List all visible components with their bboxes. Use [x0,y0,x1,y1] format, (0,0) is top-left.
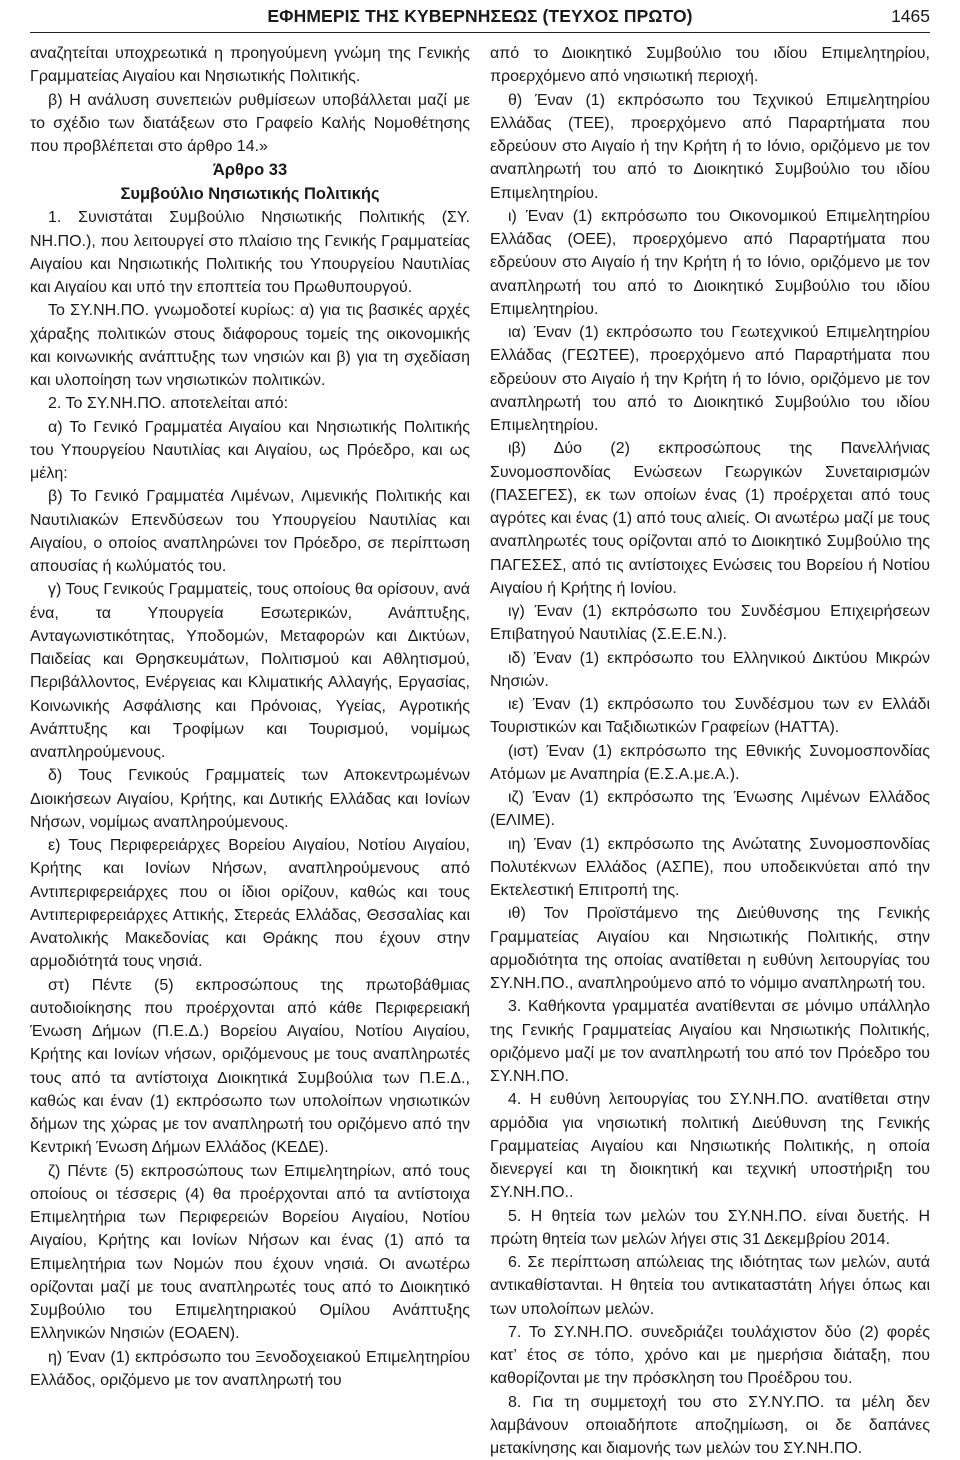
paragraph: ια) Έναν (1) εκπρόσωπο του Γεωτεχνικού Επιμελητηρίου Ελλάδας (ΓΕΩΤΕΕ), προερχόμενο από Παραρτήματα που εδρεύουν στο Αιγαίο ή την Κρήτη ή το Ιόνιο, οριζόμενο με τον αναπληρωτή του από το Διοικητικό Συμβούλιο του ιδίου Επιμελητηρίου. [490,321,930,437]
paragraph: ιδ) Έναν (1) εκπρόσωπο του Ελληνικού Δικτύου Μικρών Νησιών. [490,647,930,694]
right-column [490,42,930,1460]
page-header [30,4,930,33]
paragraph: 8. Για τη συμμετοχή του στο ΣΥ.ΝΥ.ΠΟ. τα μέλη δεν λαμβάνουν οποιαδήποτε αποζημίωση, οι δε δαπάνες μετακίνησης και διαμονής των μελών του ΣΥ.ΝΗ.ΠΟ. [490,1391,930,1460]
paragraph: 2. Το ΣΥ.ΝΗ.ΠΟ. αποτελείται από: [30,392,470,415]
paragraph: β) Το Γενικό Γραμματέα Λιμένων, Λιμενικής Πολιτικής και Ναυτιλιακών Επενδύσεων του Υπουργείου Ναυτιλίας και Αιγαίου, ο οποίος αναπληρώνει τον Πρόεδρο, σε περίπτωση απουσίας ή κωλύματός του. [30,485,470,578]
left-column [30,42,470,1392]
paragraph: ε) Τους Περιφερειάρχες Βορείου Αιγαίου, Νοτίου Αιγαίου, Κρήτης και Ιονίων Νήσων, αναπληρούμενους από Αντιπεριφερειάρχες που οι ίδιοι ορίζουν, καθώς και τους Αντιπεριφερειάρχες Αττικής, Στερεάς Ελλάδας, Θεσσαλίας και Ανατολικής Μακεδονίας και Θράκης που έχουν στην αρμοδιότητά τους νησιά. [30,834,470,974]
paragraph: ιθ) Τον Προϊστάμενο της Διεύθυνσης της Γενικής Γραμματείας Αιγαίου και Νησιωτικής Πολιτικής, στην αρμοδιότητα της οποίας ανατίθεται η ευθύνη λειτουργίας του ΣΥ.ΝΗ.ΠΟ., αναπληρούμενο από το νόμιμο αναπληρωτή του. [490,902,930,995]
article-title: Συμβούλιο Νησιωτικής Πολιτικής [30,182,470,206]
paragraph: ιη) Έναν (1) εκπρόσωπο της Ανώτατης Συνομοσπονδίας Πολυτέκνων Ελλάδος (ΑΣΠΕ), που υποδεικνύεται από την Εκτελεστική Επιτροπή της. [490,833,930,903]
paragraph: 5. Η θητεία των μελών του ΣΥ.ΝΗ.ΠΟ. είναι δυετής. Η πρώτη θητεία των μελών λήγει στις 31 Δεκεμβρίου 2014. [490,1205,930,1252]
paragraph: ιγ) Έναν (1) εκπρόσωπο του Συνδέσμου Επιχειρήσεων Επιβατηγού Ναυτιλίας (Σ.Ε.Ε.Ν.). [490,600,930,647]
paragraph: (ιστ) Έναν (1) εκπρόσωπο της Εθνικής Συνομοσπονδίας Ατόμων με Αναπηρία (Ε.Σ.Α.με.Α.). [490,740,930,787]
paragraph: θ) Έναν (1) εκπρόσωπο του Τεχνικού Επιμελητηρίου Ελλάδας (ΤΕΕ), προερχόμενο από Παραρτήματα που εδρεύουν στο Αιγαίο ή την Κρήτη ή το Ιόνιο, οριζόμενο με τον αναπληρωτή του από το Διοικητικό Συμβούλιο του ιδίου Επιμελητηρίου. [490,89,930,205]
paragraph: ιε) Έναν (1) εκπρόσωπο του Συνδέσμου των εν Ελλάδι Τουριστικών και Ταξιδιωτικών Γραφείων (ΗΑΤΤΑ). [490,693,930,740]
paragraph: 4. Η ευθύνη λειτουργίας του ΣΥ.ΝΗ.ΠΟ. ανατίθεται στην αρμόδια για νησιωτική πολιτική Διεύθυνση της Γενικής Γραμματείας Αιγαίου και Νησιωτικής Πολιτικής, η οποία διενεργεί και τη διοικητική και τεχνική υποστήριξη του ΣΥ.ΝΗ.ΠΟ.. [490,1088,930,1204]
paragraph: 6. Σε περίπτωση απώλειας της ιδιότητας των μελών, αυτά αντικαθίστανται. Η θητεία του αντικαταστάτη λήγει όπως και των υπολοίπων μελών. [490,1251,930,1321]
paragraph: 7. Το ΣΥ.ΝΗ.ΠΟ. συνεδριάζει τουλάχιστον δύο (2) φορές κατ’ έτος σε τόπο, χρόνο και με ημερήσια διάταξη, που καθορίζονται με την πρόσκληση του Προέδρου του. [490,1321,930,1391]
article-heading: Άρθρο 33 [30,158,470,182]
paragraph: δ) Τους Γενικούς Γραμματείς των Αποκεντρωμένων Διοικήσεων Αιγαίου, Κρήτης, και Δυτικής Ελλάδας και Ιονίων Νήσων, νομίμως αναπληρούμενους. [30,764,470,834]
paragraph: η) Έναν (1) εκπρόσωπο του Ξενοδοχειακού Επιμελητηρίου Ελλάδος, οριζόμενο με τον αναπληρωτή του [30,1346,470,1393]
paragraph: 1. Συνιστάται Συμβούλιο Νησιωτικής Πολιτικής (ΣΥ. ΝΗ.ΠΟ.), που λειτουργεί στο πλαίσιο της Γενικής Γραμματείας Αιγαίου και Νησιωτικής Πολιτικής του Υπουργείου Ναυτιλίας και Αιγαίου και υπό την εποπτεία του Πρωθυπουργού. [30,206,470,299]
page-number: 1465 [891,6,930,27]
paragraph: γ) Τους Γενικούς Γραμματείς, τους οποίους θα ορίσουν, ανά ένα, τα Υπουργεία Εσωτερικών, Ανάπτυξης, Ανταγωνιστικότητας, Υποδομών, Μεταφορών και Δικτύων, Παιδείας και Θρησκευμάτων, Πολιτισμού και Αθλητισμού, Περιβάλλοντος, Ενέργειας και Κλιματικής Αλλαγής, Εργασίας, Κοινωνικής Ασφάλισης και Πρόνοιας, Υγείας, Αγροτικής Ανάπτυξης και Τροφίμων και Τουρισμού, νομίμως αναπληρούμενους. [30,578,470,764]
gazette-title: ΕΦΗΜΕΡΙΣ ΤΗΣ ΚΥΒΕΡΝΗΣΕΩΣ (ΤΕΥΧΟΣ ΠΡΩΤΟ) [30,6,930,27]
paragraph: στ) Πέντε (5) εκπροσώπους της πρωτοβάθμιας αυτοδιοίκησης που προέρχονται από κάθε Περιφερειακή Ένωση Δήμων (Π.Ε.Δ.) Βορείου Αιγαίου, Νοτίου Αιγαίου, Κρήτης και Ιονίων νήσων, οριζόμενους με τους αναπληρωτές τους από τα αντίστοιχα Διοικητικά Συμβούλια των Π.Ε.Δ., καθώς και έναν (1) εκπρόσωπο των υπολοίπων νησιωτικών δήμων της χώρας με τον αναπληρωτή του οριζόμενο από την Κεντρική Ένωση Δήμων Ελλάδος (ΚΕΔΕ). [30,974,470,1160]
paragraph: α) Το Γενικό Γραμματέα Αιγαίου και Νησιωτικής Πολιτικής του Υπουργείου Ναυτιλίας και Αιγαίου, ως Πρόεδρο, και ως μέλη: [30,416,470,486]
paragraph: ι) Έναν (1) εκπρόσωπο του Οικονομικού Επιμελητηρίου Ελλάδας (ΟΕΕ), προερχόμενο από Παραρτήματα που εδρεύουν στο Αιγαίο ή την Κρήτη ή το Ιόνιο, οριζόμενο με τον αναπληρωτή του από το Διοικητικό Συμβούλιο του ιδίου Επιμελητηρίου. [490,205,930,321]
paragraph: αναζητείται υποχρεωτικά η προηγούμενη γνώμη της Γενικής Γραμματείας Αιγαίου και Νησιωτικής Πολιτικής. [30,42,470,89]
paragraph: ζ) Πέντε (5) εκπροσώπους των Επιμελητηρίων, από τους οποίους οι τέσσερις (4) θα προέρχονται από τα αντίστοιχα Επιμελητήρια των Περιφερειών Βορείου Αιγαίου, Νοτίου Αιγαίου, Κρήτης και Ιονίων Νήσων και ένας (1) από τα Επιμελητήρια των Νομών που έχουν νησιά. Οι ανωτέρω ορίζονται μαζί με τους αναπληρωτές τους από το Διοικητικό Συμβούλιο του Επιμελητηριακού Ομίλου Ανάπτυξης Ελληνικών Νησιών (ΕΟΑΕΝ). [30,1160,470,1346]
paragraph: 3. Καθήκοντα γραμματέα ανατίθενται σε μόνιμο υπάλληλο της Γενικής Γραμματείας Αιγαίου και Νησιωτικής Πολιτικής, οριζόμενο μαζί με τον αναπληρωτή του από τον Πρόεδρο του ΣΥ.ΝΗ.ΠΟ. [490,995,930,1088]
paragraph: β) Η ανάλυση συνεπειών ρυθμίσεων υποβάλλεται μαζί με το σχέδιο των διατάξεων στο Γραφείο Καλής Νομοθέτησης που προβλέπεται στο άρθρο 14.» [30,89,470,159]
paragraph: ιβ) Δύο (2) εκπροσώπους της Πανελλήνιας Συνομοσπονδίας Ενώσεων Γεωργικών Συνεταιρισμών (ΠΑΣΕΓΕΣ), εκ των οποίων ένας (1) προέρχεται από τους αγρότες και ένας (1) από τους αλιείς. Οι ανωτέρω μαζί με τους αναπληρωτές τους ορίζονται από το Διοικητικό Συμβούλιο της ΠΑΓΕΣΕΣ, από τις αντίστοιχες Ενώσεις του Βορείου ή Νοτίου Αιγαίου ή Κρήτης ή Ιονίου. [490,437,930,600]
paragraph: από το Διοικητικό Συμβούλιο του ιδίου Επιμελητηρίου, προερχόμενο από νησιωτική περιοχή. [490,42,930,89]
paragraph: Το ΣΥ.ΝΗ.ΠΟ. γνωμοδοτεί κυρίως: α) για τις βασικές αρχές χάραξης πολιτικών στους διάφορους τομείς της οικονομικής και κοινωνικής ανάπτυξης των νησιών και β) για τη σχεδίαση και υλοποίηση των νησιωτικών πολιτικών. [30,299,470,392]
paragraph: ιζ) Έναν (1) εκπρόσωπο της Ένωσης Λιμένων Ελλάδος (ΕΛΙΜΕ). [490,786,930,833]
